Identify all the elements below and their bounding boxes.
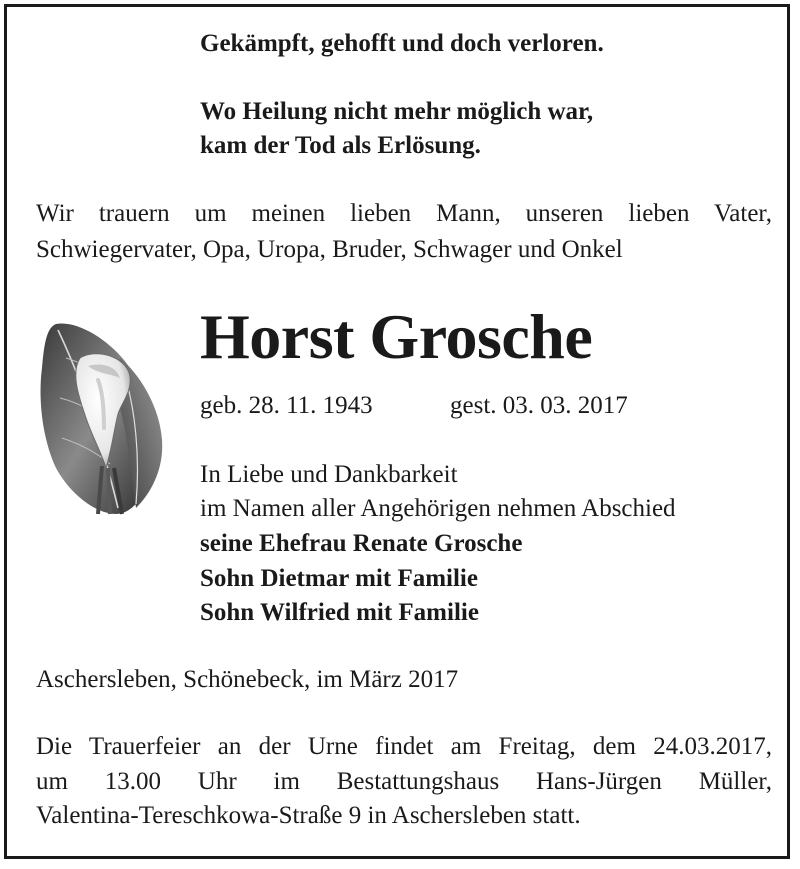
mourners-line-1: In Liebe und Dankbarkeit	[200, 461, 458, 488]
death-date: gest. 03. 03. 2017	[450, 392, 628, 419]
funeral-line-2: um 13.00 Uhr im Bestattungshaus Hans-Jürgen Müller,	[36, 768, 772, 795]
birth-date: geb. 28. 11. 1943	[200, 392, 373, 419]
intro-line-1: Wir trauern um meinen lieben Mann, unseren lieben Vater,	[36, 200, 772, 227]
place-date: Aschersleben, Schönebeck, im März 2017	[36, 666, 459, 693]
motto-line-1: Gekämpft, gehofft und doch verloren.	[200, 30, 604, 57]
mourners-line-2: im Namen aller Angehörigen nehmen Abschied	[200, 495, 676, 522]
intro-line-2: Schwiegervater, Opa, Uropa, Bruder, Schwager und Onkel	[36, 236, 623, 263]
mourner-son-1: Sohn Dietmar mit Familie	[200, 565, 478, 592]
motto-line-3: kam der Tod als Erlösung.	[200, 132, 481, 159]
motto-line-2: Wo Heilung nicht mehr möglich war,	[200, 98, 594, 125]
mourner-wife: seine Ehefrau Renate Grosche	[200, 530, 523, 557]
deceased-name: Horst Grosche	[200, 301, 593, 372]
funeral-line-1: Die Trauerfeier an der Urne findet am Freitag, dem 24.03.2017,	[36, 733, 772, 760]
calla-lily-icon	[36, 318, 168, 518]
mourner-son-2: Sohn Wilfried mit Familie	[200, 599, 479, 626]
funeral-line-3: Valentina-Tereschkowa-Straße 9 in Aschersleben statt.	[36, 802, 581, 829]
